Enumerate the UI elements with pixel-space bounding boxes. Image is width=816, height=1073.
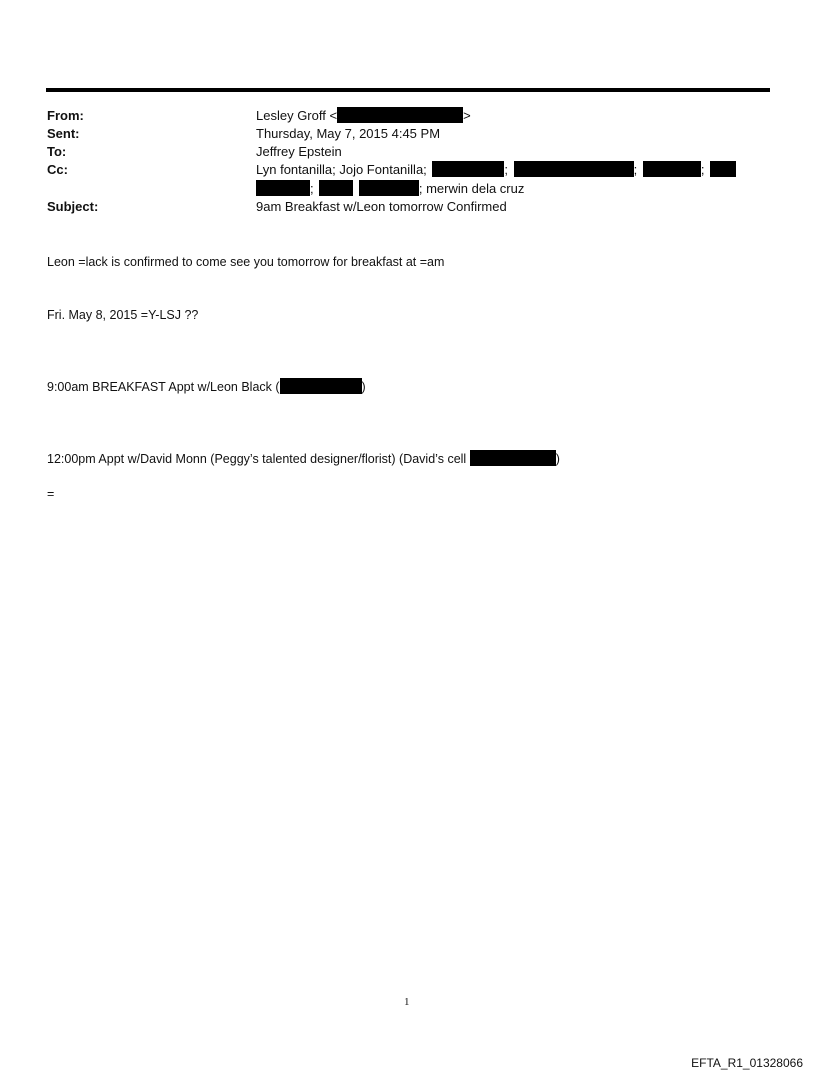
- redaction-block: [256, 180, 310, 196]
- cc-names: Lyn fontanilla; Jojo Fontanilla;: [256, 162, 427, 177]
- sent-label: Sent:: [47, 126, 80, 141]
- subject-value: 9am Breakfast w/Leon tomorrow Confirmed: [256, 199, 507, 214]
- sent-value: Thursday, May 7, 2015 4:45 PM: [256, 126, 441, 141]
- body-line-1: Leon =lack is confirmed to come see you tomorrow for breakfast at =am: [47, 255, 445, 269]
- redaction-block: [280, 378, 362, 394]
- body-line-3: [47, 378, 366, 396]
- cc-label: Cc:: [47, 162, 68, 177]
- breakfast-appt-text: 9:00am BREAKFAST Appt w/Leon Black (: [47, 380, 280, 394]
- subject-label: Subject:: [47, 199, 99, 214]
- cc-separator: ;: [633, 162, 638, 177]
- header-divider: [46, 88, 770, 92]
- redaction-block: [470, 450, 556, 466]
- redaction-block: [643, 161, 701, 177]
- from-value: [256, 107, 471, 125]
- cc-value-line1: [256, 161, 736, 179]
- redaction-block: [319, 180, 353, 196]
- monn-appt-text: 12:00pm Appt w/David Monn (Peggy’s talented designer/florist) (David’s cell: [47, 452, 467, 466]
- body-line-5: =: [47, 487, 55, 501]
- redaction-block: [337, 107, 463, 123]
- to-value: Jeffrey Epstein: [256, 144, 342, 159]
- cc-separator: ;: [504, 162, 509, 177]
- redaction-block: [514, 161, 634, 177]
- paren-close: ): [361, 380, 366, 394]
- body-line-2: Fri. May 8, 2015 =Y-LSJ ??: [47, 308, 199, 322]
- redaction-block: [432, 161, 504, 177]
- paren-close: ): [555, 452, 560, 466]
- body-line-4: [47, 450, 560, 468]
- cc-value-line2: [256, 180, 524, 198]
- cc-last: ; merwin dela cruz: [418, 181, 525, 196]
- document-id: EFTA_R1_01328066: [691, 1056, 803, 1070]
- from-name: Lesley Groff <: [256, 108, 338, 123]
- page-number: 1: [404, 996, 410, 1008]
- cc-separator: ;: [700, 162, 705, 177]
- to-label: To:: [47, 144, 67, 159]
- from-label: From:: [47, 108, 84, 123]
- from-close: >: [463, 108, 471, 123]
- redaction-block: [710, 161, 736, 177]
- cc-separator: ;: [310, 181, 314, 196]
- redaction-block: [359, 180, 419, 196]
